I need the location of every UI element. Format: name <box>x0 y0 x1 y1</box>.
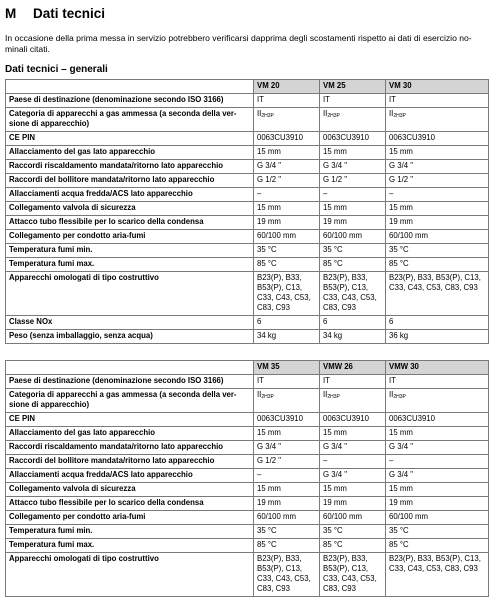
table-row <box>6 216 489 230</box>
value-cell <box>254 94 320 108</box>
row-label: Classe NOx <box>6 316 254 330</box>
value-cell <box>254 146 320 160</box>
value-text: 35 °C <box>257 245 277 254</box>
value-text: II <box>389 390 394 399</box>
gas-category-subscript: 2H3P <box>393 394 406 400</box>
value-cell <box>386 553 489 597</box>
value-text: G 3/4 " <box>323 442 348 451</box>
value-cell <box>386 146 489 160</box>
value-text: 19 mm <box>257 498 281 507</box>
value-cell <box>320 132 386 146</box>
value-cell <box>254 525 320 539</box>
value-cell <box>254 258 320 272</box>
value-text: 60/100 mm <box>323 231 363 240</box>
value-text: B23(P), B33, B53(P), C13, C33, C43, C53, C83, C93 <box>257 554 311 593</box>
value-cell <box>254 441 320 455</box>
value-text: 15 mm <box>323 203 347 212</box>
row-label: Paese di destinazione (denominazione secondo ISO 3166) <box>6 375 254 389</box>
table-row <box>6 174 489 188</box>
table-row <box>6 108 489 132</box>
value-text: G 1/2 " <box>257 456 282 465</box>
value-text: 60/100 mm <box>257 512 297 521</box>
table-row <box>6 272 489 316</box>
value-cell <box>320 160 386 174</box>
value-cell <box>386 216 489 230</box>
value-text: 85 °C <box>323 540 343 549</box>
value-text: 0063CU3910 <box>323 133 369 142</box>
row-label: Raccordi riscaldamento mandata/ritorno lato apparecchio <box>6 441 254 455</box>
value-cell <box>320 330 386 344</box>
value-cell <box>386 441 489 455</box>
value-text: 35 °C <box>257 526 277 535</box>
value-cell <box>386 413 489 427</box>
value-text: B23(P), B33, B53(P), C13, C33, C43, C53, C83, C93 <box>323 273 377 312</box>
table-row <box>6 413 489 427</box>
row-label: Raccordi del bollitore mandata/ritorno lato apparecchio <box>6 455 254 469</box>
value-text: 15 mm <box>257 147 281 156</box>
row-label: Attacco tubo flessibile per lo scarico della condensa <box>6 497 254 511</box>
table-row <box>6 553 489 597</box>
value-text: 35 °C <box>323 245 343 254</box>
value-cell <box>254 375 320 389</box>
value-text: 60/100 mm <box>389 231 429 240</box>
value-cell <box>320 553 386 597</box>
value-cell <box>320 174 386 188</box>
value-text: B23(P), B33, B53(P), C13, C33, C43, C53, C83, C93 <box>389 554 481 573</box>
value-text: 15 mm <box>389 147 413 156</box>
row-label: Collegamento per condotto aria-fumi <box>6 230 254 244</box>
value-cell <box>254 108 320 132</box>
value-cell <box>320 316 386 330</box>
value-text: IT <box>323 95 330 104</box>
value-text: – <box>389 456 394 465</box>
value-cell <box>254 188 320 202</box>
value-cell <box>386 108 489 132</box>
value-text: 19 mm <box>323 217 347 226</box>
value-cell <box>254 413 320 427</box>
value-cell <box>320 258 386 272</box>
table-row <box>6 188 489 202</box>
row-label: Collegamento per condotto aria-fumi <box>6 511 254 525</box>
value-cell <box>386 132 489 146</box>
table-header-row <box>6 361 489 375</box>
value-text: 35 °C <box>323 526 343 535</box>
value-cell <box>320 413 386 427</box>
value-cell <box>254 389 320 413</box>
value-text: B23(P), B33, B53(P), C13, C33, C43, C53, C83, C93 <box>257 273 311 312</box>
value-cell <box>320 483 386 497</box>
value-text: IT <box>257 95 264 104</box>
value-text: 19 mm <box>257 217 281 226</box>
value-cell <box>254 230 320 244</box>
table-row <box>6 497 489 511</box>
value-text: 6 <box>257 317 262 326</box>
gas-category-subscript: 2H3P <box>327 394 340 400</box>
value-text: II <box>323 109 328 118</box>
value-text: 19 mm <box>389 498 413 507</box>
value-cell <box>386 427 489 441</box>
value-cell <box>320 188 386 202</box>
table-row <box>6 389 489 413</box>
value-text: G 3/4 " <box>257 161 282 170</box>
value-cell <box>320 146 386 160</box>
value-text: G 3/4 " <box>389 442 414 451</box>
value-text: 15 mm <box>389 203 413 212</box>
value-text: G 1/2 " <box>323 175 348 184</box>
value-text: 60/100 mm <box>257 231 297 240</box>
value-text: 34 kg <box>257 331 277 340</box>
value-text: G 3/4 " <box>323 161 348 170</box>
value-text: 0063CU3910 <box>323 414 369 423</box>
value-text: 15 mm <box>257 484 281 493</box>
value-text: 0063CU3910 <box>257 414 303 423</box>
value-text: II <box>323 390 328 399</box>
value-text: 60/100 mm <box>389 512 429 521</box>
section-letter: M <box>5 6 17 21</box>
value-cell <box>254 132 320 146</box>
value-text: 85 °C <box>257 259 277 268</box>
value-cell <box>386 483 489 497</box>
value-cell <box>386 230 489 244</box>
model-header: VM 25 <box>320 80 386 94</box>
value-cell <box>320 525 386 539</box>
value-text: G 3/4 " <box>323 470 348 479</box>
value-text: 0063CU3910 <box>389 414 435 423</box>
table-row <box>6 146 489 160</box>
subsection-title: Dati tecnici – generali <box>5 64 108 75</box>
value-cell <box>386 330 489 344</box>
table-header-row <box>6 80 489 94</box>
value-text: 19 mm <box>389 217 413 226</box>
value-cell <box>320 108 386 132</box>
value-text: 19 mm <box>323 498 347 507</box>
value-cell <box>254 174 320 188</box>
row-label: Raccordi del bollitore mandata/ritorno lato apparecchio <box>6 174 254 188</box>
row-label: Peso (senza imballaggio, senza acqua) <box>6 330 254 344</box>
technical-data-table-2 <box>5 360 489 597</box>
value-cell <box>386 244 489 258</box>
table-row <box>6 160 489 174</box>
value-cell <box>320 511 386 525</box>
value-cell <box>254 244 320 258</box>
value-cell <box>254 316 320 330</box>
value-cell <box>386 160 489 174</box>
value-cell <box>254 216 320 230</box>
row-label: Temperatura fumi min. <box>6 525 254 539</box>
value-cell <box>386 525 489 539</box>
value-text: 0063CU3910 <box>257 133 303 142</box>
value-cell <box>320 455 386 469</box>
value-text: G 3/4 " <box>389 470 414 479</box>
value-text: 15 mm <box>389 428 413 437</box>
value-cell <box>320 216 386 230</box>
table-row <box>6 330 489 344</box>
row-label: Temperatura fumi min. <box>6 244 254 258</box>
value-cell <box>386 511 489 525</box>
value-cell <box>320 469 386 483</box>
row-label: Temperatura fumi max. <box>6 539 254 553</box>
row-label: Allacciamento del gas lato apparecchio <box>6 146 254 160</box>
row-label: Allacciamenti acqua fredda/ACS lato apparecchio <box>6 469 254 483</box>
section-title: Dati tecnici <box>33 6 106 21</box>
value-text: 15 mm <box>257 428 281 437</box>
value-text: 35 °C <box>389 245 409 254</box>
model-header: VM 20 <box>254 80 320 94</box>
value-cell <box>320 441 386 455</box>
value-text: IT <box>389 376 396 385</box>
value-cell <box>386 389 489 413</box>
value-text: IT <box>389 95 396 104</box>
value-cell <box>386 455 489 469</box>
value-text: 6 <box>389 317 394 326</box>
table-row <box>6 483 489 497</box>
table-row <box>6 375 489 389</box>
row-label: Apparecchi omologati di tipo costruttivo <box>6 272 254 316</box>
table-row <box>6 539 489 553</box>
value-text: 15 mm <box>323 484 347 493</box>
value-text: B23(P), B33, B53(P), C13, C33, C43, C53, C83, C93 <box>389 273 481 292</box>
table-row <box>6 427 489 441</box>
row-label: Categoria di apparecchi a gas ammessa (a seconda della ver- sione di apparecchio) <box>6 389 254 413</box>
value-cell <box>386 272 489 316</box>
value-text: G 1/2 " <box>389 175 414 184</box>
value-cell <box>320 94 386 108</box>
table-row <box>6 94 489 108</box>
value-cell <box>320 202 386 216</box>
value-cell <box>386 375 489 389</box>
model-header: VMW 30 <box>386 361 489 375</box>
value-cell <box>254 455 320 469</box>
table-row <box>6 441 489 455</box>
row-label: Allacciamenti acqua fredda/ACS lato apparecchio <box>6 188 254 202</box>
value-text: 15 mm <box>257 203 281 212</box>
value-cell <box>320 272 386 316</box>
value-text: 6 <box>323 317 328 326</box>
value-cell <box>386 258 489 272</box>
value-cell <box>254 469 320 483</box>
row-label: Temperatura fumi max. <box>6 258 254 272</box>
value-cell <box>386 469 489 483</box>
model-header: VM 30 <box>386 80 489 94</box>
table-row <box>6 258 489 272</box>
model-header: VMW 26 <box>320 361 386 375</box>
value-text: 34 kg <box>323 331 343 340</box>
table-row <box>6 132 489 146</box>
table-row <box>6 230 489 244</box>
value-text: G 3/4 " <box>257 442 282 451</box>
table-row <box>6 511 489 525</box>
value-text: 85 °C <box>323 259 343 268</box>
row-label: Paese di destinazione (denominazione secondo ISO 3166) <box>6 94 254 108</box>
value-cell <box>320 244 386 258</box>
value-cell <box>254 272 320 316</box>
value-cell <box>386 539 489 553</box>
value-text: 15 mm <box>389 484 413 493</box>
table-row <box>6 244 489 258</box>
value-text: 36 kg <box>389 331 409 340</box>
table-row <box>6 469 489 483</box>
value-text: 85 °C <box>257 540 277 549</box>
value-text: II <box>389 109 394 118</box>
value-cell <box>320 539 386 553</box>
value-cell <box>254 202 320 216</box>
value-text: II <box>257 390 262 399</box>
value-cell <box>386 174 489 188</box>
value-cell <box>254 539 320 553</box>
value-cell <box>386 316 489 330</box>
header-blank-cell <box>6 361 254 375</box>
value-text: 85 °C <box>389 259 409 268</box>
table-row <box>6 455 489 469</box>
value-cell <box>254 427 320 441</box>
table-row <box>6 202 489 216</box>
value-cell <box>254 511 320 525</box>
row-label: CE PIN <box>6 132 254 146</box>
row-label: Allacciamento del gas lato apparecchio <box>6 427 254 441</box>
value-text: 35 °C <box>389 526 409 535</box>
table-row <box>6 525 489 539</box>
value-cell <box>320 497 386 511</box>
value-cell <box>320 389 386 413</box>
value-cell <box>254 497 320 511</box>
value-text: 85 °C <box>389 540 409 549</box>
section-heading <box>5 6 491 24</box>
value-cell <box>320 427 386 441</box>
gas-category-subscript: 2H3P <box>327 113 340 119</box>
value-text: – <box>257 189 262 198</box>
value-text: IT <box>257 376 264 385</box>
value-text: – <box>323 456 328 465</box>
value-text: – <box>257 470 262 479</box>
row-label: CE PIN <box>6 413 254 427</box>
row-label: Collegamento valvola di sicurezza <box>6 483 254 497</box>
gas-category-subscript: 2H3P <box>261 113 274 119</box>
value-cell <box>254 330 320 344</box>
value-text: 15 mm <box>323 147 347 156</box>
value-text: 0063CU3910 <box>389 133 435 142</box>
row-label: Attacco tubo flessibile per lo scarico della condensa <box>6 216 254 230</box>
value-cell <box>386 188 489 202</box>
value-text: – <box>323 189 328 198</box>
value-text: IT <box>323 376 330 385</box>
value-text: G 3/4 " <box>389 161 414 170</box>
intro-paragraph: In occasione della prima messa in servizio potrebbero verificarsi dapprima degli scostamenti rispetto ai dati di esercizio no- minali citati. <box>5 33 472 54</box>
value-text: B23(P), B33, B53(P), C13, C33, C43, C53, C83, C93 <box>323 554 377 593</box>
row-label: Raccordi riscaldamento mandata/ritorno lato apparecchio <box>6 160 254 174</box>
row-label: Categoria di apparecchi a gas ammessa (a seconda della ver- sione di apparecchio) <box>6 108 254 132</box>
value-cell <box>320 375 386 389</box>
row-label: Apparecchi omologati di tipo costruttivo <box>6 553 254 597</box>
value-cell <box>386 497 489 511</box>
value-cell <box>320 230 386 244</box>
row-label: Collegamento valvola di sicurezza <box>6 202 254 216</box>
value-text: II <box>257 109 262 118</box>
value-cell <box>254 483 320 497</box>
gas-category-subscript: 2H3P <box>393 113 406 119</box>
value-cell <box>386 202 489 216</box>
value-text: G 1/2 " <box>257 175 282 184</box>
header-blank-cell <box>6 80 254 94</box>
technical-data-table-1 <box>5 79 489 344</box>
table-row <box>6 316 489 330</box>
value-cell <box>386 94 489 108</box>
gas-category-subscript: 2H3P <box>261 394 274 400</box>
value-text: – <box>389 189 394 198</box>
value-text: 15 mm <box>323 428 347 437</box>
value-cell <box>254 553 320 597</box>
model-header: VM 35 <box>254 361 320 375</box>
page <box>5 6 491 597</box>
value-text: 60/100 mm <box>323 512 363 521</box>
value-cell <box>254 160 320 174</box>
